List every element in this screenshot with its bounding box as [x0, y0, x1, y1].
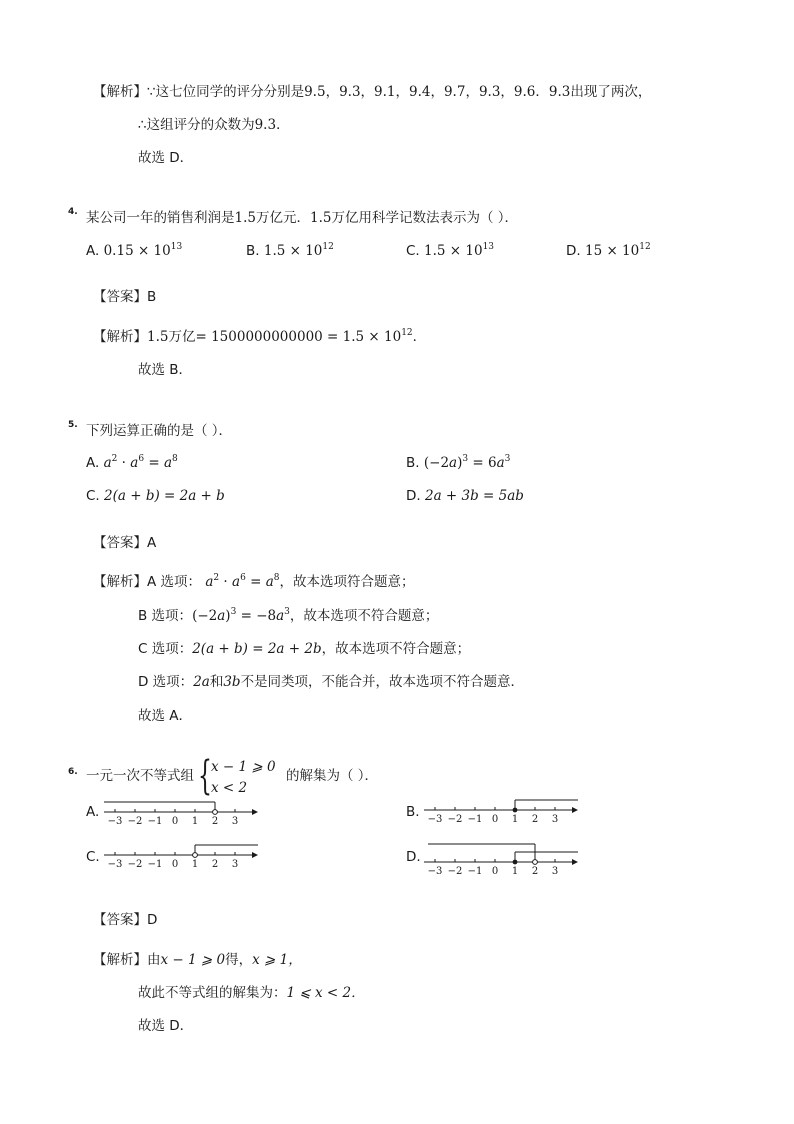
tick-label: 1 — [511, 814, 519, 825]
q6-solution-2: 故此不等式组的解集为：1 ⩽ x < 2． — [138, 985, 365, 1001]
tick-label: 3 — [231, 859, 239, 870]
answer-value: A — [147, 535, 157, 551]
question-5-stem: 下列运算正确的是（ ）． — [86, 423, 233, 439]
tick-label: 2 — [531, 866, 539, 877]
prev-solution-line-1: 【解析】∵这七位同学的评分分别是9.5，9.3，9.1，9.4，9.7，9.3，9.6．9.3出现了两次， — [93, 84, 652, 100]
q5-answer: 【答案】A — [93, 535, 157, 551]
q4-solution: 【解析】1.5万亿= $1500000000000 = 1.5 \times 10^{12}$． — [93, 328, 427, 345]
prev-conclusion: 故选 D． — [138, 150, 194, 166]
q4-option-a: A. $0.15 \times 10^{13}$ — [86, 242, 183, 259]
filled-dot-1 — [513, 860, 518, 865]
open-dot-2 — [213, 810, 218, 815]
tick-label: −3 — [107, 816, 123, 827]
number-line-c — [102, 841, 262, 873]
tick-label: 3 — [231, 816, 239, 827]
q4-conclusion: 故选 B． — [138, 362, 193, 378]
number-line-b — [422, 796, 582, 828]
tick-label: 2 — [531, 814, 539, 825]
q5-option-a: A. $a^2 \cdot a^6 = a^8$ — [86, 454, 178, 471]
tick-label: −1 — [147, 859, 163, 870]
q5-option-c: C. 2(a + b) = 2a + b — [86, 488, 225, 504]
q5-option-b: B. $(-2a)^3 = 6a^3$ — [406, 454, 511, 471]
tick-label: 1 — [511, 866, 519, 877]
q6-conclusion: 故选 D． — [138, 1018, 194, 1034]
tick-label: 0 — [491, 814, 499, 825]
q6-option-b-label: B. — [406, 804, 420, 820]
tick-label: 3 — [551, 866, 559, 877]
tick-label: −3 — [427, 814, 443, 825]
q6-option-a-label: A. — [86, 804, 100, 820]
q4-option-b: B. $1.5 \times 10^{12}$ — [246, 242, 334, 259]
tick-label: 1 — [191, 816, 199, 827]
question-6-stem-b: 的解集为（ ）． — [286, 768, 379, 784]
number-line-d — [422, 840, 582, 878]
tick-label: −2 — [447, 866, 463, 877]
filled-dot-1 — [513, 808, 518, 813]
arrow-head — [252, 852, 258, 858]
tick-label: −1 — [467, 814, 483, 825]
question-number-4: 4. — [68, 207, 78, 217]
open-dot-1 — [193, 853, 198, 858]
tick-label: 0 — [171, 859, 179, 870]
tick-label: 2 — [211, 816, 219, 827]
scores-list: 9.5，9.3，9.1，9.4，9.7，9.3，9.6 — [304, 84, 536, 100]
q6-solution-1: 【解析】由x − 1 ⩾ 0得，x ⩾ 1， — [93, 952, 302, 968]
question-6-stem-a: 一元一次不等式组 — [86, 768, 194, 784]
q5-solution-a: 【解析】A 选项： $a^2 \cdot a^6 = a^8$，故本选项符合题意； — [93, 573, 415, 590]
q5-solution-b: B 选项：$(-2a)^3 = -8a^3$，故本选项不符合题意； — [138, 607, 439, 624]
question-number-6: 6. — [68, 767, 78, 777]
tick-label: 3 — [551, 814, 559, 825]
q4-option-c: C. $1.5 \times 10^{13}$ — [406, 242, 495, 259]
tick-label: −3 — [427, 866, 443, 877]
q5-solution-d: D 选项：2a和3b不是同类项，不能合并，故本选项不符合题意． — [138, 674, 525, 690]
inequality-2: x < 2 — [211, 780, 248, 796]
arrow-head — [252, 809, 258, 815]
q6-option-d-label: D. — [406, 849, 421, 865]
prev-solution-line-2: ∴这组评分的众数为9.3． — [138, 117, 290, 133]
system-brace: { — [198, 753, 212, 799]
tick-label: 2 — [211, 859, 219, 870]
tick-label: 0 — [491, 866, 499, 877]
open-dot-2 — [533, 860, 538, 865]
tick-label: −2 — [447, 814, 463, 825]
tick-label: −3 — [107, 859, 123, 870]
q6-option-c-label: C. — [86, 849, 100, 865]
arrow-head — [572, 859, 578, 865]
question-number-5: 5. — [68, 420, 78, 430]
q5-option-d: D. 2a + 3b = 5ab — [406, 488, 524, 504]
answer-value: B — [147, 289, 157, 305]
tick-label: −2 — [127, 859, 143, 870]
inequality-1: x − 1 ⩾ 0 — [211, 759, 276, 775]
tick-label: −2 — [127, 816, 143, 827]
q5-conclusion: 故选 A． — [138, 708, 193, 724]
analysis-label: 【解析】 — [93, 84, 147, 100]
tick-label: −1 — [467, 866, 483, 877]
answer-value: D — [147, 912, 158, 928]
q5-solution-c: C 选项：2(a + b) = 2a + 2b，故本选项不符合题意； — [138, 641, 471, 657]
q4-option-d: D. $15 \times 10^{12}$ — [566, 242, 651, 259]
q6-answer: 【答案】D — [93, 912, 158, 928]
number-line-a — [102, 798, 262, 830]
arrow-head — [572, 807, 578, 813]
question-4-stem: 某公司一年的销售利润是1.5万亿元．1.5万亿用科学记数法表示为（ ）． — [86, 210, 519, 226]
tick-label: 1 — [191, 859, 199, 870]
q4-answer: 【答案】B — [93, 289, 157, 305]
tick-label: −1 — [147, 816, 163, 827]
tick-label: 0 — [171, 816, 179, 827]
